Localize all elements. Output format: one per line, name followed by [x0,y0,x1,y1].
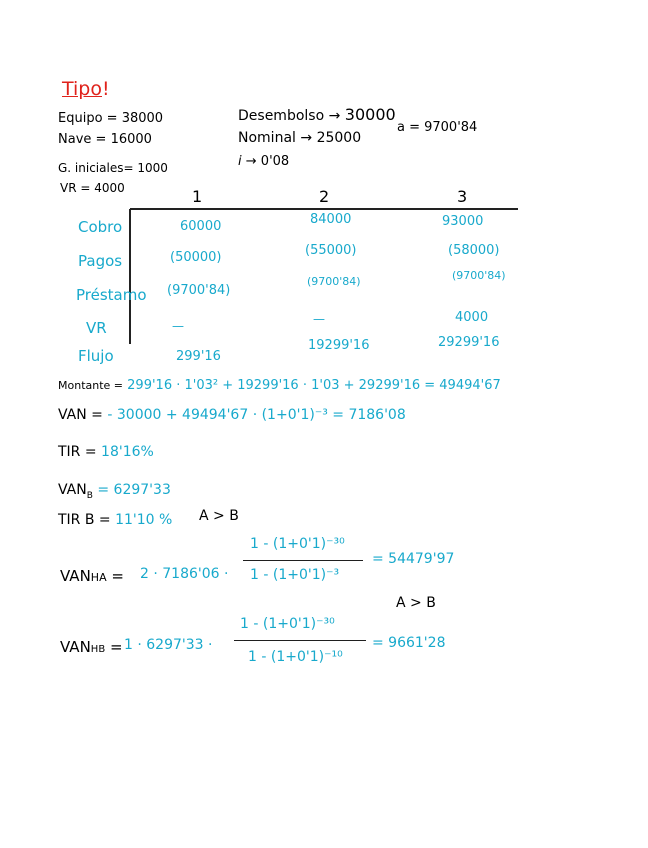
data-item-vr: VR = 4000 [60,181,125,195]
van-hb-fraction-bar [234,640,366,641]
van-hb-result: = 9661'28 [372,635,446,651]
row-label-cobro: Cobro [78,218,123,236]
year-header-2: 2 [319,187,330,206]
data-item-desembolso: Desembolso → 30000 [238,105,396,124]
row-label-vr: VR [86,319,107,337]
year-header-3: 3 [457,187,468,206]
table-cell: (50000) [170,250,222,265]
van-hb-lead: 1 · 6297'33 · [124,637,213,653]
annuity-value: a = 9700'84 [397,120,478,135]
table-cell: — [172,319,184,333]
montante-line: Montante = 299'16 · 1'03² + 19299'16 · 1'03 + 29299'16 = 49494'67 [58,378,501,393]
van-ha-numerator: 1 - (1+0'1)⁻³⁰ [250,536,345,552]
table-vertical-line [129,209,131,344]
table-cell: 93000 [442,214,484,229]
table-cell: (9700'84) [167,283,231,298]
van-hb-numerator: 1 - (1+0'1)⁻³⁰ [240,616,335,632]
van-hb-denominator: 1 - (1+0'1)⁻¹⁰ [248,649,343,665]
table-cell: (9700'84) [452,269,506,282]
table-cell: 84000 [310,212,352,227]
van-ha-label: VANHA = [60,567,124,585]
van-b-line: $VAN_B = 6297'33$ [58,482,171,501]
table-cell: 19299'16 [308,338,370,353]
data-item-interest: i → 0'08 [238,154,290,169]
table-cell: 60000 [180,219,222,234]
comparison-a-b: A > B [199,508,239,524]
table-cell: 4000 [455,310,489,325]
table-cell: 29299'16 [438,335,500,350]
row-label-prestamo: Préstamo [76,286,147,304]
table-cell: (55000) [305,243,357,258]
title: Tipo! [62,78,110,100]
data-item-nominal: Nominal → 25000 [238,130,362,146]
data-item-gastos-iniciales: G. iniciales= 1000 [58,161,168,175]
row-label-flujo: Flujo [78,347,114,365]
year-header-1: 1 [192,187,203,206]
table-cell: (58000) [448,243,500,258]
comparison-a-b-2: A > B [396,595,436,611]
table-header-line [130,208,518,210]
tir-line: TIR = 18'16% [58,444,154,460]
van-ha-result: = 54479'97 [372,551,455,567]
van-line: VAN = - 30000 + 49494'67 · (1+0'1)⁻³ = 7186'08 [58,407,406,423]
data-item-nave: Nave = 16000 [58,132,152,147]
data-item-equipo: Equipo = 38000 [58,111,164,126]
table-cell: (9700'84) [307,275,361,288]
table-cell: 299'16 [176,349,221,364]
tir-b-line: TIR B = 11'10 % [58,512,173,528]
van-ha-denominator: 1 - (1+0'1)⁻³ [250,567,340,583]
van-hb-label: VANHB = [60,638,123,656]
van-ha-lead: 2 · 7186'06 · [140,566,229,582]
table-cell: — [313,312,325,326]
row-label-pagos: Pagos [78,252,123,270]
van-ha-fraction-bar [243,560,363,561]
